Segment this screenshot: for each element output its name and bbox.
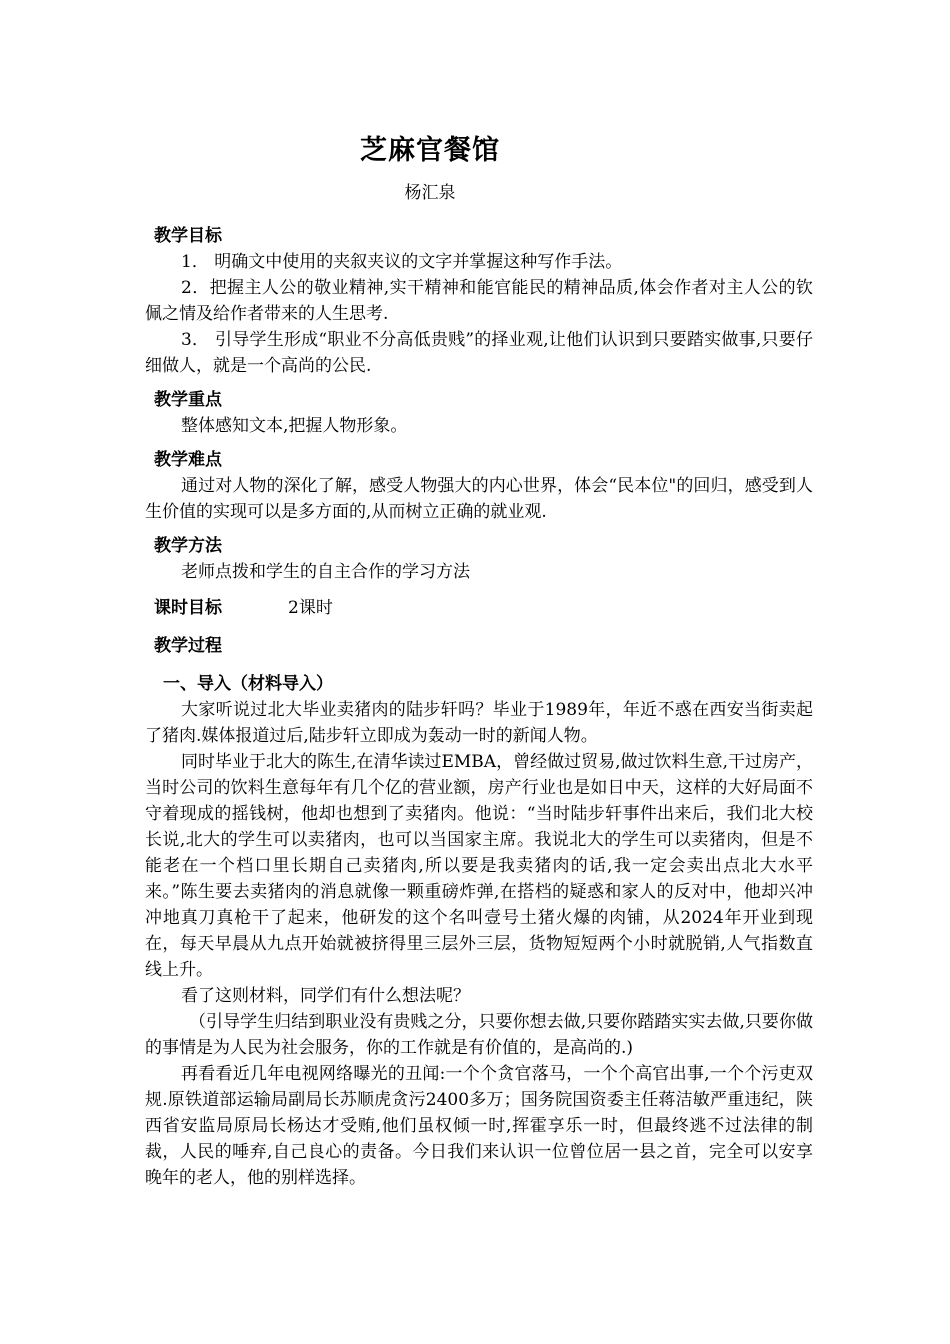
difficulty-text: 通过对人物的深化了解，感受人物强大的内心世界，体会“民本位"的回归，感受到人生价值的实现可以是多方面的,从而树立正确的就业观. (145, 476, 813, 522)
lesson-hours-value: 2课时 (288, 598, 333, 618)
section-heading-focus: 教学重点 (154, 390, 222, 410)
process-sub-heading: 一、导入（材料导入） (163, 674, 333, 694)
section-heading-difficulty: 教学难点 (154, 450, 222, 470)
process-paragraph-4: （引导学生归结到职业没有贵贱之分，只要你想去做,只要你踏踏实实去做,只要你做的事情是为人民为社会服务，你的工作就是有价值的，是高尚的.) (145, 1012, 813, 1058)
lesson-hours-label: 课时目标 (154, 598, 222, 618)
document-body (145, 215, 813, 1191)
goal-item-2: 2．把握主人公的敬业精神,实干精神和能官能民的精神品质,体会作者对主人公的钦佩之情及给作者带来的人生思考. (145, 278, 813, 324)
process-paragraph-2: 同时毕业于北大的陈生,在清华读过EMBA，曾经做过贸易,做过饮料生意,干过房产，当时公司的饮料生意每年有几个亿的营业额，房产行业也是如日中天，这样的大好局面不守着现成的摇钱树，他却也想到了卖猪肉。他说：“当时陆步轩事件出来后，我们北大校长说,北大的学生可以卖猪肉，也可以当国家主席。我说北大的学生可以卖猪肉，但是不能老在一个档口里长期自己卖猪肉,所以要是我卖猪肉的话,我一定会卖出点北大水平来。”陈生要去卖猪肉的消息就像一颗重磅炸弹,在搭档的疑惑和家人的反对中，他却兴冲冲地真刀真枪干了起来，他研发的这个名叫壹号土猪火爆的肉铺，从2024年开业到现在，每天早晨从九点开始就被挤得里三层外三层，货物短短两个小时就脱销,人气指数直线上升。 (145, 752, 813, 980)
method-text: 老师点拨和学生的自主合作的学习方法 (181, 562, 470, 582)
section-heading-method: 教学方法 (154, 536, 222, 556)
section-heading-process: 教学过程 (154, 636, 222, 656)
goal-item-1: 1． 明确文中使用的夹叙夹议的文字并掌握这种写作手法。 (181, 252, 623, 272)
document-author: 杨汇泉 (404, 183, 456, 203)
focus-text: 整体感知文本,把握人物形象。 (181, 416, 408, 436)
process-paragraph-3: 看了这则材料，同学们有什么想法呢？ (181, 986, 470, 1006)
goal-item-3: 3． 引导学生形成“职业不分高低贵贱”的择业观,让他们认识到只要踏实做事,只要仔细做人，就是一个高尚的公民. (145, 330, 813, 376)
section-heading-goals: 教学目标 (154, 226, 222, 246)
process-paragraph-1: 大家听说过北大毕业卖猪肉的陆步轩吗？毕业于1989年，年近不惑在西安当街卖起了猪肉.媒体报道过后,陆步轩立即成为轰动一时的新闻人物。 (145, 700, 813, 746)
lesson-hours-row (145, 595, 813, 621)
process-paragraph-5: 再看看近几年电视网络曝光的丑闻:一个个贪官落马，一个个高官出事,一个个污吏双规.原铁道部运输局副局长苏顺虎贪污2400多万；国务院国资委主任蒋洁敏严重违纪，陕西省安监局原局长杨达才受贿,他们虽权倾一时,挥霍享乐一时，但最终逃不过法律的制裁，人民的唾弃,自己良心的责备。今日我们来认识一位曾位居一县之首，完全可以安享晚年的老人，他的别样选择。 (145, 1064, 813, 1188)
document-title: 芝麻官餐馆 (360, 135, 500, 166)
